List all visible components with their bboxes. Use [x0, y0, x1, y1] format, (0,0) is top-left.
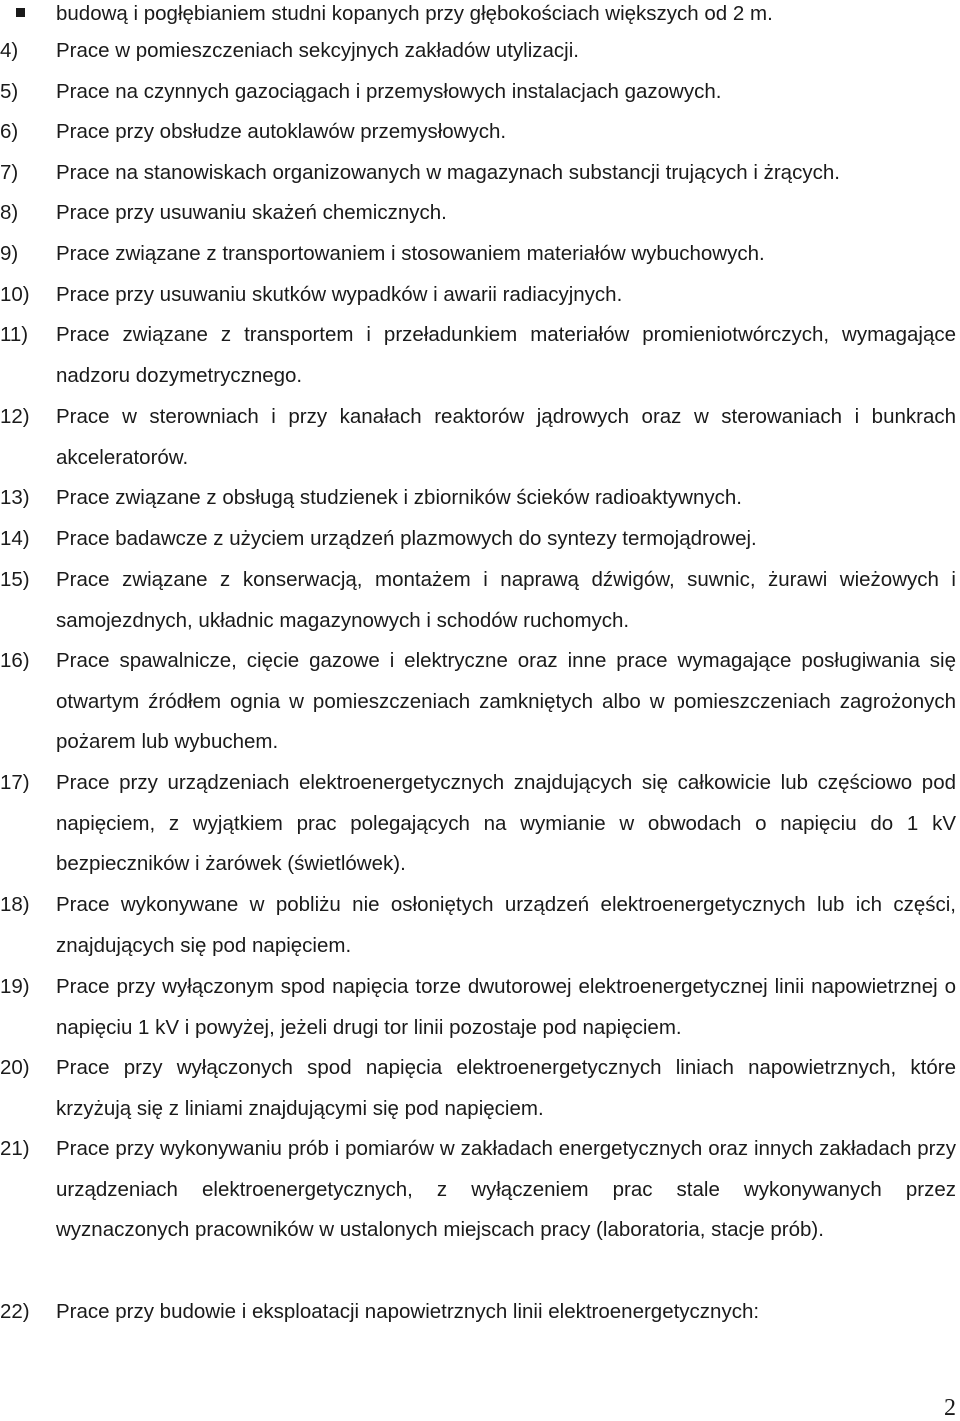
- item-text: Prace przy urządzeniach elektroenergetycznych znajdujących się całkowicie lub częściowo pod napięciem, z wyjątkiem prac polegających na wymianie w obwodach o napięciu do 1 kV bezpieczników i żarówek (świetlówek).: [56, 771, 956, 876]
- item-number: 13): [0, 486, 30, 509]
- item-number: 11): [0, 323, 29, 346]
- item-number: 17): [0, 771, 30, 794]
- page-number: 2: [944, 1395, 956, 1421]
- item-number: 19): [0, 975, 30, 998]
- item-text: Prace badawcze z użyciem urządzeń plazmowych do syntezy termojądrowej.: [56, 527, 757, 550]
- item-text: Prace przy wyłączonym spod napięcia torze dwutorowej elektroenergetycznej linii napowietrznej o napięciu 1 kV i powyżej, jeżeli drugi tor linii pozostaje pod napięciem.: [56, 975, 956, 1039]
- continuation-text: budową i pogłębianiem studni kopanych przy głębokościach większych od 2 m.: [56, 2, 773, 25]
- item-text: Prace przy budowie i eksploatacji napowietrznych linii elektroenergetycznych:: [56, 1300, 760, 1323]
- item-text: Prace spawalnicze, cięcie gazowe i elektryczne oraz inne prace wymagające posługiwania się otwartym źródłem ognia w pomieszczeniach zamkniętych albo w pomieszczeniach zagrożonych pożarem lub wybuchem.: [56, 649, 956, 754]
- item-text: Prace przy obsłudze autoklawów przemysłowych.: [56, 120, 507, 143]
- item-number: 15): [0, 568, 30, 591]
- item-text: Prace związane z transportowaniem i stosowaniem materiałów wybuchowych.: [56, 242, 765, 265]
- item-number: 7): [0, 161, 19, 184]
- item-text: Prace w pomieszczeniach sekcyjnych zakładów utylizacji.: [56, 39, 579, 62]
- item-number: 22): [0, 1300, 30, 1323]
- item-number: 14): [0, 527, 30, 550]
- item-text: Prace związane z transportem i przeładunkiem materiałów promieniotwórczych, wymagające nadzoru dozymetrycznego.: [56, 323, 956, 387]
- item-text: Prace przy wykonywaniu prób i pomiarów w zakładach energetycznych oraz innych zakładach przy urządzeniach elektroenergetycznych, z wyłączeniem prac stale wykonywanych przez wyznaczonych pracowników w ustalonych miejscach pracy (laboratoria, stacje prób).: [56, 1137, 956, 1242]
- item-text: Prace przy wyłączonych spod napięcia elektroenergetycznych liniach napowietrznych, które krzyżują się z liniami znajdującymi się pod napięciem.: [56, 1056, 956, 1120]
- item-number: 16): [0, 649, 30, 672]
- continuation-bullet-item: [56, 0, 773, 28]
- item-number: 8): [0, 201, 19, 224]
- item-text: Prace w sterowniach i przy kanałach reaktorów jądrowych oraz w sterowaniach i bunkrach akceleratorów.: [56, 405, 956, 469]
- item-number: 5): [0, 80, 19, 103]
- item-number: 6): [0, 120, 19, 143]
- item-text: Prace przy usuwaniu skażeń chemicznych.: [56, 201, 447, 224]
- square-bullet-icon: [16, 8, 25, 17]
- item-text: Prace na stanowiskach organizowanych w magazynach substancji trujących i żrących.: [56, 161, 840, 184]
- item-number: 20): [0, 1056, 30, 1079]
- item-text: Prace związane z konserwacją, montażem i naprawą dźwigów, suwnic, żurawi wieżowych i samojezdnych, układnic magazynowych i schodów ruchomych.: [56, 568, 956, 632]
- item-number: 9): [0, 242, 19, 265]
- item-text: Prace przy usuwaniu skutków wypadków i awarii radiacyjnych.: [56, 283, 623, 306]
- item-text: Prace na czynnych gazociągach i przemysłowych instalacjach gazowych.: [56, 80, 722, 103]
- item-text: Prace wykonywane w pobliżu nie osłoniętych urządzeń elektroenergetycznych lub ich części, znajdujących się pod napięciem.: [56, 893, 956, 957]
- item-number: 12): [0, 405, 30, 428]
- item-number: 10): [0, 283, 30, 306]
- item-number: 21): [0, 1137, 30, 1160]
- item-number: 4): [0, 39, 19, 62]
- item-text: Prace związane z obsługą studzienek i zbiorników ścieków radioaktywnych.: [56, 486, 742, 509]
- item-number: 18): [0, 893, 30, 916]
